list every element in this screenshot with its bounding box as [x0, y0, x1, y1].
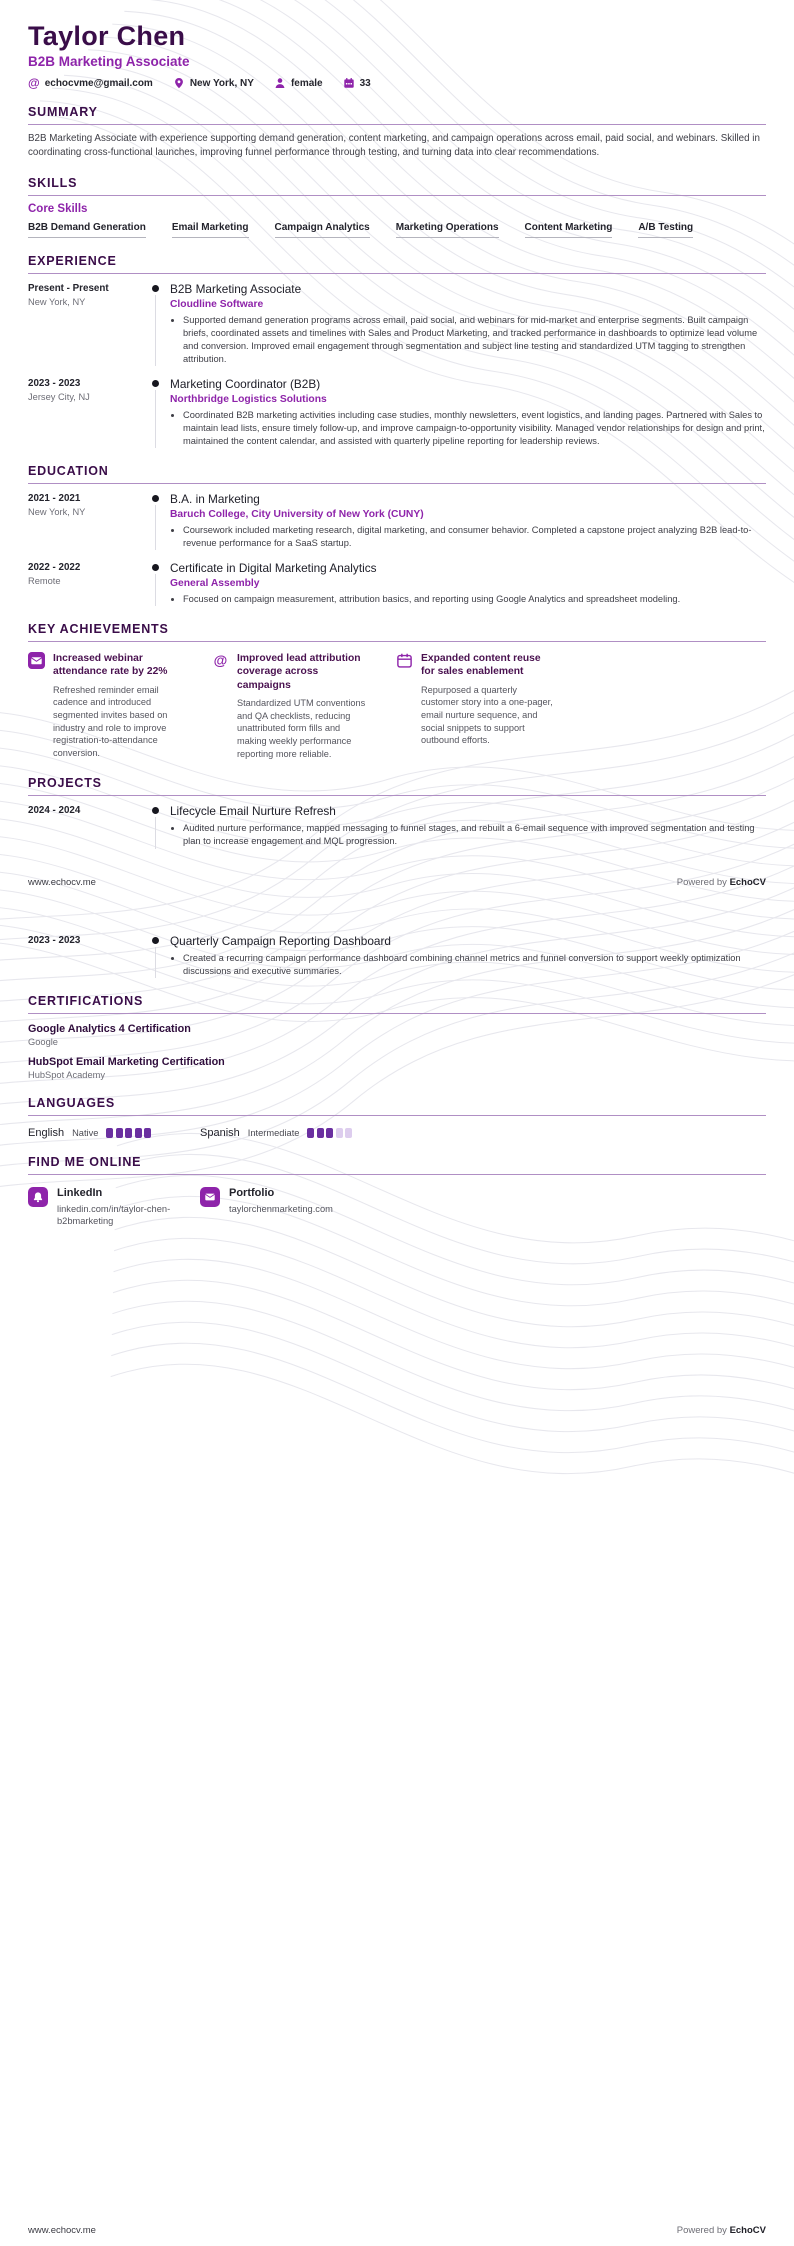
person-title: B2B Marketing Associate [28, 54, 190, 70]
contact-email-text: echocvme@gmail.com [44, 77, 153, 89]
education-entry [28, 492, 766, 550]
online-label: Portfolio [229, 1186, 275, 1199]
entry-dates: 2023 - 2023 [28, 934, 81, 946]
timeline-marker [140, 377, 170, 448]
experience-entry [28, 377, 766, 448]
entry-location: New York, NY [28, 296, 86, 307]
section-languages [28, 1096, 766, 1139]
section-find-me-online [28, 1155, 766, 1228]
skills-heading: SKILLS [28, 176, 766, 196]
footer-site-link[interactable]: www.echocv.me [28, 2225, 96, 2236]
project-bullet: • Audited nurture performance, mapped messaging to funnel stages, and rebuilt a 6-email sequence with improved segmentation and testing plan to increase engagement and MQL progression. [183, 822, 766, 848]
certification-item [28, 1023, 766, 1047]
education-heading: EDUCATION [28, 464, 766, 484]
timeline-marker [140, 492, 170, 550]
section-projects-continued [28, 934, 766, 978]
level-dot [144, 1128, 151, 1138]
timeline-line [155, 295, 156, 366]
skills-row [28, 222, 766, 238]
timeline-dot [152, 807, 159, 814]
timeline-marker [140, 561, 170, 606]
entry-location: New York, NY [28, 506, 86, 517]
certifications-heading: CERTIFICATIONS [28, 994, 766, 1014]
level-dot [135, 1128, 142, 1138]
certification-name: Google Analytics 4 Certification [28, 1022, 191, 1035]
achievement-title: Expanded content reuse for sales enablement [421, 652, 541, 678]
resume-header [28, 22, 766, 89]
project-title: Quarterly Campaign Reporting Dashboard [170, 933, 391, 948]
entry-location: Jersey City, NJ [28, 391, 90, 402]
contact-row [28, 77, 766, 89]
page-footer [28, 2225, 766, 2236]
skill-item: Campaign Analytics [275, 222, 370, 238]
experience-bullet: • Supported demand generation programs across email, paid social, and webinars for mid-market and enterprise segments. Built campaign briefs, coordinated assets and timelines with Sales and Product Marketing, and tracked performance in dashboards to optimize lead volume and conversion. Improved email engagement through segmentation and subject line testing and standardized UTM tagging to strengthen attribution. [183, 314, 766, 366]
powered-by: Powered by EchoCV [676, 876, 766, 888]
section-skills [28, 176, 766, 238]
timeline-marker [140, 282, 170, 366]
contact-email[interactable] [28, 77, 153, 89]
timeline-dot [152, 380, 159, 387]
language-level-dots [106, 1128, 151, 1138]
level-dot [317, 1128, 324, 1138]
timeline-dot [152, 564, 159, 571]
envelope-badge-icon [28, 652, 45, 669]
timeline-line [155, 574, 156, 606]
achievement-text: Standardized UTM conventions and QA checklists, reducing unattributed form fills and making weekly performance reporting more reliable. [237, 698, 366, 759]
certification-item [28, 1056, 766, 1080]
section-education [28, 464, 766, 606]
summary-text: B2B Marketing Associate with experience supporting demand generation, content marketing, and campaign operations across email, paid social, and webinars. Skilled in coordinating cross-functional launches, improving funnel performance through testing, and turning data into clear recommendations. [28, 133, 760, 159]
timeline-marker [140, 804, 170, 848]
timeline-dot [152, 285, 159, 292]
education-entry [28, 561, 766, 606]
skill-item: B2B Demand Generation [28, 222, 146, 238]
entry-dates: 2023 - 2023 [28, 377, 81, 389]
certification-issuer: Google [28, 1036, 58, 1047]
level-dot [116, 1128, 123, 1138]
achievements-grid [28, 652, 766, 761]
footer-site-link[interactable]: www.echocv.me [28, 876, 96, 888]
echocv-brand-link[interactable]: EchoCV [729, 876, 766, 888]
entry-dates: Present - Present [28, 282, 109, 294]
language-level: Native [72, 1127, 99, 1138]
section-achievements [28, 622, 766, 761]
contact-gender-text: female [290, 77, 323, 89]
job-title: B2B Marketing Associate [170, 281, 302, 296]
contact-age [343, 77, 371, 89]
skill-item: Marketing Operations [396, 222, 499, 238]
language-item [200, 1127, 352, 1139]
entry-dates: 2021 - 2021 [28, 492, 81, 504]
achievements-heading: KEY ACHIEVEMENTS [28, 622, 766, 642]
timeline-line [155, 947, 156, 978]
skill-item: Email Marketing [172, 222, 249, 238]
skill-item: Content Marketing [525, 222, 613, 238]
timeline-dot [152, 937, 159, 944]
online-item-portfolio [200, 1187, 333, 1228]
timeline-line [155, 817, 156, 848]
contact-location [173, 77, 254, 89]
degree-title: B.A. in Marketing [170, 491, 260, 506]
level-dot [125, 1128, 132, 1138]
education-bullet: • Coursework included marketing research, digital marketing, and consumer behavior. Completed a capstone project analyzing B2B lead-to-revenue performance for a SaaS startup. [183, 524, 766, 550]
person-icon [274, 77, 286, 89]
level-dot [106, 1128, 113, 1138]
level-dot [307, 1128, 314, 1138]
page-footer [28, 877, 766, 888]
timeline-marker [140, 934, 170, 978]
contact-age-text: 33 [359, 77, 371, 89]
entry-dates: 2022 - 2022 [28, 561, 81, 573]
timeline-line [155, 505, 156, 550]
powered-by: Powered by EchoCV [676, 2225, 766, 2236]
project-entry [28, 804, 766, 848]
projects-heading: PROJECTS [28, 776, 766, 796]
language-level: Intermediate [247, 1127, 300, 1138]
skills-group-label: Core Skills [28, 202, 88, 215]
languages-row [28, 1127, 766, 1139]
education-bullet: • Focused on campaign measurement, attribution basics, and reporting using Google Analytics and spreadsheet modeling. [183, 593, 766, 606]
experience-entry [28, 282, 766, 366]
company-name: Northbridge Logistics Solutions [170, 393, 327, 405]
skill-item: A/B Testing [638, 222, 693, 238]
project-title: Lifecycle Email Nurture Refresh [170, 804, 336, 819]
achievement-item [212, 652, 370, 761]
achievement-item [396, 652, 554, 761]
language-item [28, 1127, 200, 1139]
level-dot [326, 1128, 333, 1138]
language-name: English [28, 1126, 65, 1139]
entry-dates: 2024 - 2024 [28, 805, 81, 817]
email-icon: @ [28, 76, 40, 91]
level-dot [345, 1128, 352, 1138]
calendar-icon [396, 652, 413, 669]
school-name: Baruch College, City University of New York (CUNY) [170, 508, 424, 520]
echocv-brand-link[interactable]: EchoCV [729, 2225, 766, 2236]
achievement-text: Repurposed a quarterly customer story into a one-pager, email nurture sequence, and social snippets to support outbound efforts. [421, 684, 553, 746]
project-entry [28, 934, 766, 978]
summary-heading: SUMMARY [28, 105, 766, 125]
linkedin-icon [28, 1187, 48, 1207]
achievement-text: Refreshed reminder email cadence and introduced segmented invites based on industry and role to improve registration-to-attendance conversion. [53, 684, 168, 759]
language-level-dots [307, 1128, 352, 1138]
section-projects [28, 776, 766, 848]
achievement-title: Improved lead attribution coverage across campaigns [237, 652, 361, 691]
online-heading: FIND ME ONLINE [28, 1155, 766, 1175]
school-name: General Assembly [170, 577, 260, 589]
section-summary [28, 105, 766, 159]
achievement-title: Increased webinar attendance rate by 22% [53, 652, 168, 678]
person-name: Taylor Chen [28, 21, 186, 51]
location-pin-icon [173, 77, 185, 89]
certification-name: HubSpot Email Marketing Certification [28, 1055, 225, 1068]
job-title: Marketing Coordinator (B2B) [170, 376, 321, 391]
experience-bullet: • Coordinated B2B marketing activities including case studies, monthly newsletters, event logistics, and landing pages. Partnered with Sales to maintain lead lists, ensure timely follow-up, and improve campaign-to-opportunity visibility. Managed vendor relationships for design and print, maintained the content calendar, and assisted with quarterly pipeline reporting for leadership reviews. [183, 409, 766, 448]
portfolio-icon [200, 1187, 220, 1207]
online-grid [28, 1187, 766, 1228]
online-item-linkedin [28, 1187, 200, 1228]
degree-title: Certificate in Digital Marketing Analytics [170, 560, 377, 575]
timeline-dot [152, 495, 159, 502]
entry-location: Remote [28, 575, 61, 586]
online-label: LinkedIn [57, 1186, 103, 1199]
section-certifications [28, 994, 766, 1080]
online-url[interactable]: taylorchenmarketing.com [229, 1203, 333, 1214]
certification-issuer: HubSpot Academy [28, 1069, 106, 1080]
level-dot [336, 1128, 343, 1138]
contact-location-text: New York, NY [189, 77, 254, 89]
calendar-icon [343, 77, 355, 89]
achievement-item [28, 652, 186, 761]
section-experience [28, 254, 766, 448]
company-name: Cloudline Software [170, 298, 264, 310]
online-url[interactable]: linkedin.com/in/taylor-chen-b2bmarketing [57, 1203, 171, 1227]
timeline-line [155, 390, 156, 448]
languages-heading: LANGUAGES [28, 1096, 766, 1116]
project-bullet: • Created a recurring campaign performance dashboard combining channel metrics and funnel conversion to support weekly optimization discussions and executive summaries. [183, 952, 766, 978]
at-icon: @ [213, 652, 228, 669]
language-name: Spanish [200, 1126, 240, 1139]
contact-gender [274, 77, 323, 89]
experience-heading: EXPERIENCE [28, 254, 766, 274]
